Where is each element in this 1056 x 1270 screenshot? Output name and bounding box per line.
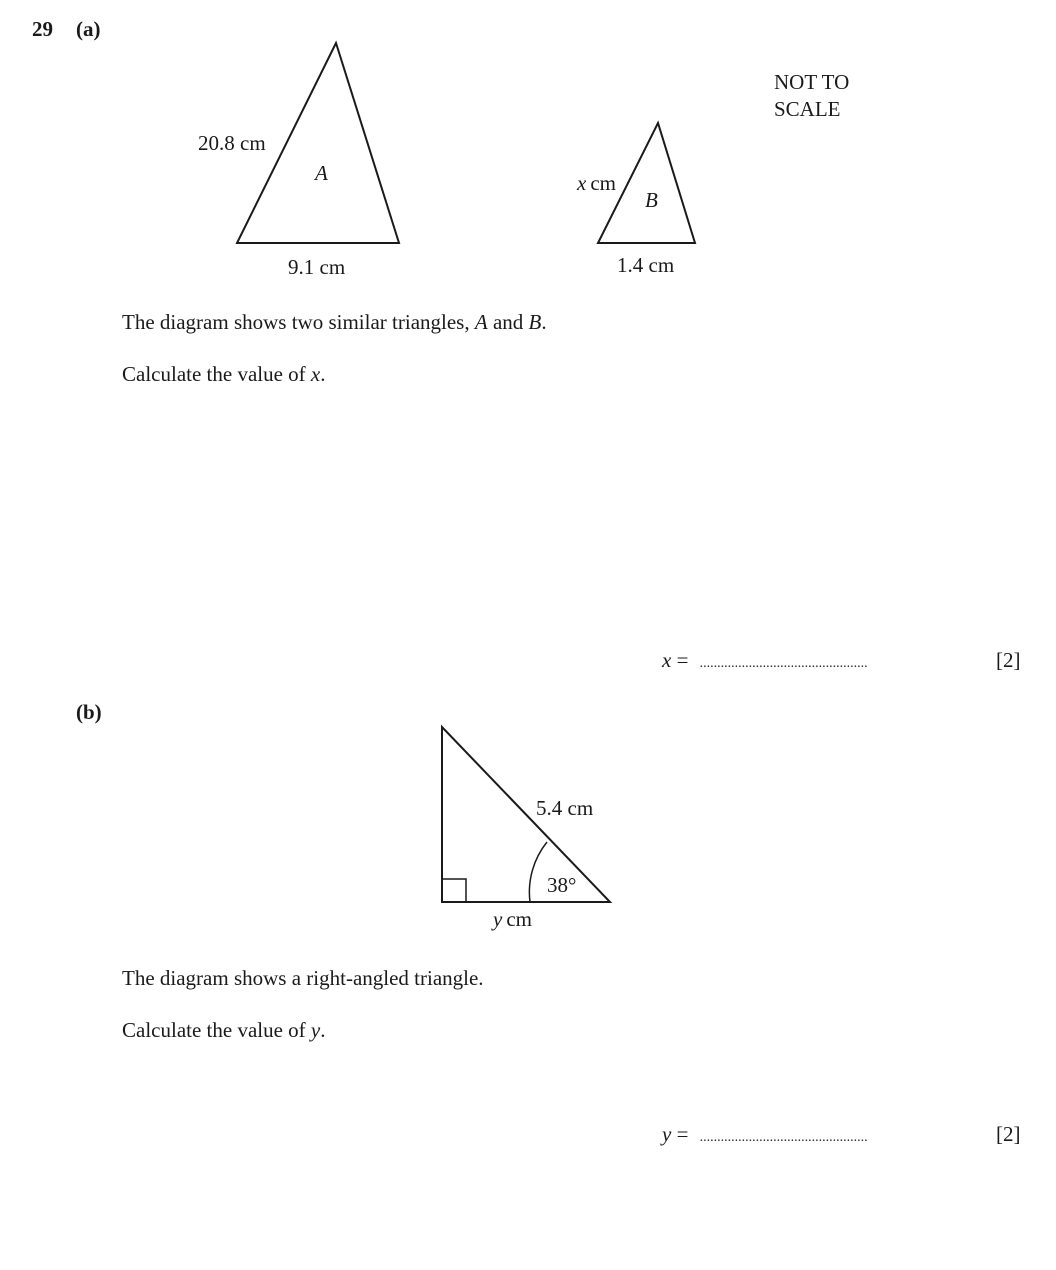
angle-label: 38°: [547, 873, 577, 897]
marks-b: [2]: [996, 1122, 1021, 1146]
part-b-instruction: Calculate the value of y.: [122, 1018, 326, 1042]
triangle-b-side-label: x cm: [577, 171, 616, 195]
answer-line-y[interactable]: y = ................................................: [662, 1122, 868, 1146]
part-a-instruction: Calculate the value of x.: [122, 362, 326, 386]
answer-line-x[interactable]: x = ................................................: [662, 648, 868, 672]
triangle-a-name: A: [315, 161, 328, 185]
triangle-a-base-label: 9.1 cm: [288, 255, 346, 279]
not-to-scale-line1: NOT TO: [774, 70, 850, 94]
hypotenuse-label: 5.4 cm: [536, 796, 594, 820]
answer-dots-y[interactable]: ................................................: [699, 1130, 868, 1145]
diagram-right-triangle: [0, 700, 1056, 960]
diagram-similar-triangles: [0, 0, 1056, 300]
triangle-b-base-label: 1.4 cm: [617, 253, 675, 277]
part-a-label: (a): [76, 17, 101, 41]
part-b-label: (b): [76, 700, 102, 724]
right-angle-marker: [442, 879, 466, 902]
marks-a: [2]: [996, 648, 1021, 672]
triangle-b-name: B: [645, 188, 658, 212]
question-number: 29: [32, 17, 53, 41]
part-a-statement: The diagram shows two similar triangles, A and B.: [122, 310, 547, 334]
part-b-statement: The diagram shows a right-angled triangle.: [122, 966, 484, 990]
not-to-scale-line2: SCALE: [774, 97, 841, 121]
base-label: y cm: [493, 907, 532, 931]
answer-dots-x[interactable]: ................................................: [699, 656, 868, 671]
triangle-a-side-label: 20.8 cm: [198, 131, 266, 155]
angle-arc: [529, 842, 547, 902]
